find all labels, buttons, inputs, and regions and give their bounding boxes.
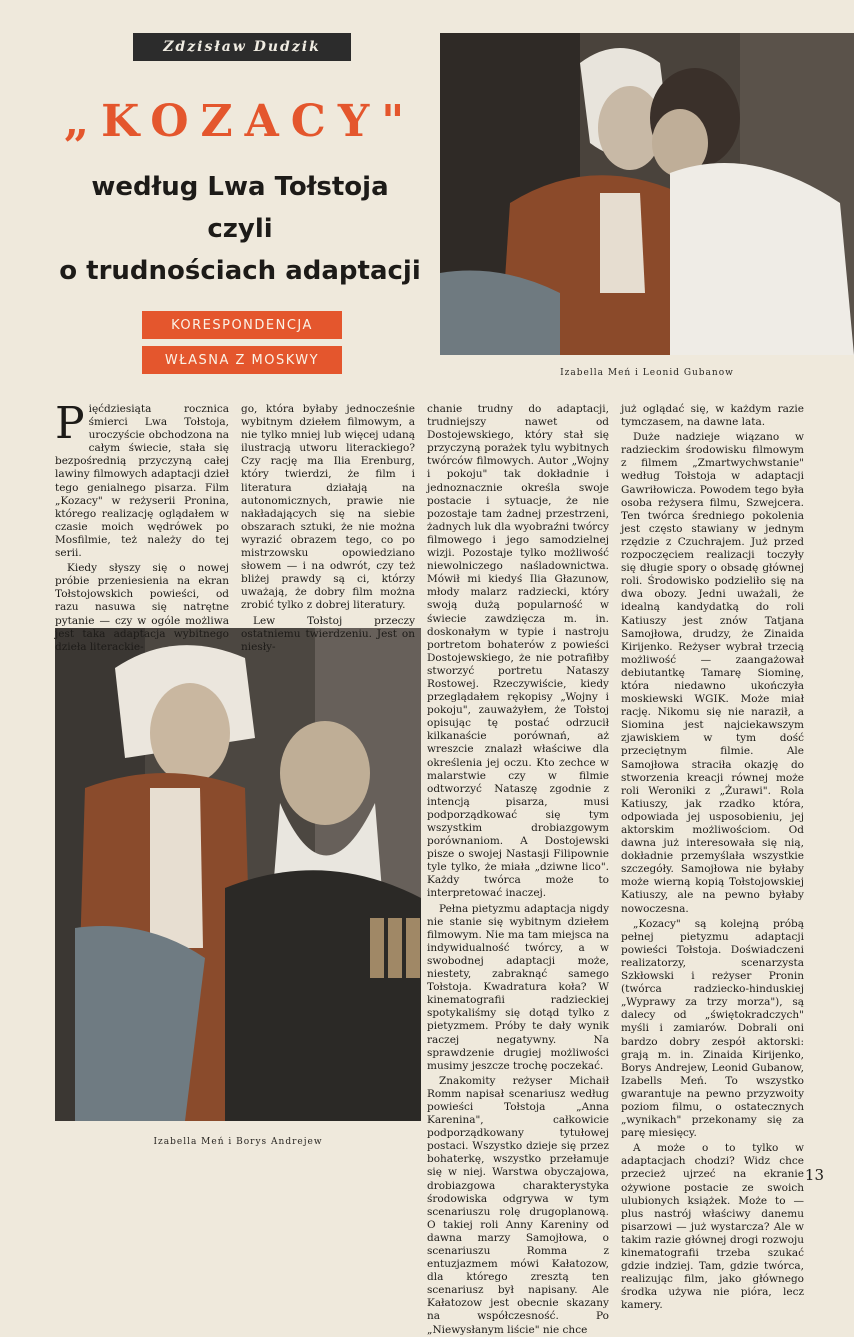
subtitle-line-3: o trudnościach adaptacji: [59, 256, 421, 286]
subtitle-line-1: według Lwa Tołstoja: [91, 172, 389, 202]
photo-woman-and-elder: [55, 628, 421, 1121]
subtitle-line-2: czyli: [207, 214, 273, 244]
paragraph: Lew Tołstoj przeczy ostatniemu twierdzeniu. Jest on niesły-: [241, 614, 415, 653]
correspondence-label-1: KORESPONDENCJA: [142, 311, 342, 339]
drop-cap: P: [55, 398, 85, 449]
paragraph: Duże nadzieje wiązano w radzieckim środowisku filmowym z filmem „Zmartwychwstanie" według Tołstoja w adaptacji Gawriłowicza. Powodem tego była osoba reżysera filmu, Szwejcera. Ten twórca średniego pokolenia jest często stawiany w jednym rzędzie z Czuchrajem. Już przed rozpoczęciem realizacji toczyły się długie spory o obsadę głównej roli. Środowisko podzieliło się na dwa obozy. Jedni uważali, że idealną kandydatką do roli Katiuszy jest znów Tatjana Samojłowa, drudzy, że Zinaida Kirijenko. Reżyser wybrał trzecią możliwość — zaangażował debiutantkę Tamarę Siominę, która niedawno ukończyła moskiewski WGIK. Może miał rację. Nikomu się nie naraził, a Siomina jest najciekawszym zjawiskiem w tym dość przeciętnym filmie. Ale Samojłowa straciła okazję do stworzenia kreacji równej może roli Weroniki z „Żurawi". Rola Katiuszy, jak rzadko która, odpowiada jej usposobieniu, jej aktorskim możliwościom. Od dawna już interesowała się nią, dokładnie przemyślała wszystkie szczegóły. Samojłowa nie byłaby może wierną kopią Tołstojowskiej Katiuszy, ale na pewno byłaby nowoczesna.: [621, 431, 804, 915]
paragraph: już oglądać się, w każdym razie tymczasem, na dawne lata.: [621, 403, 804, 429]
correspondence-label-2: WŁASNA Z MOSKWY: [142, 346, 342, 374]
top-photo-caption: Izabella Meń i Leonid Gubanow: [560, 368, 734, 378]
author-byline: Zdzisław Dudzik: [133, 33, 351, 61]
article-column-1: [55, 398, 229, 653]
paragraph: A może o to tylko w adaptacjach chodzi? Widz chce przecież ujrzeć na ekranie ożywione postacie ze swoich ulubionych książek. Może to — plus nastrój właściwy danemu pisarzowi — już wystarcza? Ale w takim razie głównej drogi rozwoju kinematografii trzeba szukać gdzie indziej. Tam, gdzie twórca, realizując film, jako głównego środka używa nie pióra, lecz kamery.: [621, 1142, 804, 1312]
page-number: 13: [804, 1166, 824, 1184]
article-title: „KOZACY": [63, 96, 417, 147]
paragraph: go, która byłaby jednocześnie wybitnym dziełem filmowym, a nie tylko mniej lub więcej udaną ilustracją utworu literackiego? Czy rację ma Ilia Erenburg, który twierdzi, że film i literatura działają na autonomicznych, prawie nie nakładających się na siebie obszarach sztuki, że nie można wyrazić obrazem tego, co po mistrzowsku opowiedziano słowem — i na odwrót, czy też bliżej prawdy są ci, którzy uważają, że dobry film można zrobić tylko z dobrej literatury.: [241, 403, 415, 612]
bottom-photo-caption: Izabella Meń i Borys Andrejew: [153, 1137, 323, 1147]
paragraph: Kiedy słyszy się o nowej próbie przeniesienia na ekran Tołstojowskich powieści, od razu nasuwa się natrętne pytanie — czy w ogóle możliwa jest taka adaptacja wybitnego dzieła literackie-: [55, 562, 229, 653]
paragraph: „Kozacy" są kolejną próbą pełnej pietyzmu adaptacji powieści Tołstoja. Doświadczeni realizatorzy, scenarzysta Szkłowski i reżyser Pronin (twórca radziecko-hinduskiej „Wyprawy za trzy morza"), są dalecy od „świętokradczych" myśli i zamiarów. Dobrali oni bardzo dobry zespół aktorski: grają m. in. Zinaida Kirijenko, Borys Andrejew, Leonid Gubanow, Izabells Meń. To wszystko gwarantuje na pewno przyzwoity poziom filmu, o ostatecznych „wynikach" przekonamy się za parę miesięcy.: [621, 917, 804, 1140]
article-column-3: [427, 403, 609, 1336]
paragraph: Pełna pietyzmu adaptacja nigdy nie stanie się wybitnym dziełem filmowym. Nie ma tam miejsca na indywidualność twórcy, a w swobodnej adaptacji może, niestety, zabraknąć samego Tołstoja. Kwadratura koła? W kinematografii radzieckiej spotykaliśmy się dotąd tylko z pietyzmem. Próby te dały wynik raczej negatywny. Na sprawdzenie drugiej możliwości musimy jeszcze trochę poczekać.: [427, 902, 609, 1072]
paragraph: chanie trudny do adaptacji, trudniejszy nawet od Dostojewskiego, który stał się przyczyną porażek tylu wybitnych twórców filmowych. Autor „Wojny i pokoju" tak dokładnie i jednoznacznie określa swoje postacie i sytuacje, że nie pozostaje tam żadnej przestrzeni, żadnych luk dla wyobraźni twórcy filmowego i jego samodzielnej wizji. Pozostaje tylko możliwość niewolniczego naśladownictwa. Mówił mi kiedyś Ilia Głazunow, młody malarz radziecki, który swoją dużą popularność w świecie zawdzięcza m. in. doskonałym w typie i nastroju portretom bohaterów z powieści Dostojewskiego, że nie potrafiłby stworzyć portretu Nataszy Rostowej. Rzeczywiście, kiedy przeglądałem rękopisy „Wojny i pokoju", zauważyłem, że Tołstoj opisując tę postać odrzucił kilkanaście porównań, aż wreszcie znalazł właściwe dla określenia jej oczu. Kto zechce w malarstwie czy w filmie odtworzyć Nataszę zgodnie z intencją pisarza, musi podporządkować się tym wszystkim drobiazgowym porównaniom. A Dostojewski pisze o swojej Nastasji Filipownie tyle tylko, że miała „dziwne lico". Każdy twórca może to interpretować inaczej.: [427, 403, 609, 900]
paragraph-text: ięćdziesiąta rocznica śmierci Lwa Tołstoja, uroczyście obchodzona na całym świecie, stała się bezpośrednią przyczyną całej lawiny filmowych adaptacji dzieł tego genialnego pisarza. Film „Kozacy" w reżyserii Pronina, którego realizację oglądałem w czasie moich wędrówek po Mosfilmie, też należy do tej serii.: [55, 403, 229, 560]
photo-kiss-scene-image: [440, 33, 854, 355]
photo-woman-and-elder-image: [55, 628, 421, 1121]
article-column-2: [241, 403, 415, 653]
article-column-4: [621, 403, 804, 1312]
paragraph: Znakomity reżyser Michaił Romm napisał scenariusz według powieści Tołstoja „Anna Karenina", całkowicie podporządkowany tytułowej postaci. Wszystko dzieje się przez bohaterkę, wszystko przełamuje się w niej. Warstwa obyczajowa, drobiazgowa charakterystyka środowiska odgrywa w tym scenariuszu rolę drugoplanową. O takiej roli Anny Kareniny od dawna marzy Samojłowa, o scenariuszu Romma z entuzjazmem mówi Kałatozow, dla którego zresztą ten scenariusz był napisany. Ale Kałatozow jest obecnie skazany na współczesność. Po „Niewysłanym liście" nie chce: [427, 1074, 609, 1336]
paragraph: [55, 398, 229, 560]
photo-kiss-scene: [440, 33, 854, 355]
